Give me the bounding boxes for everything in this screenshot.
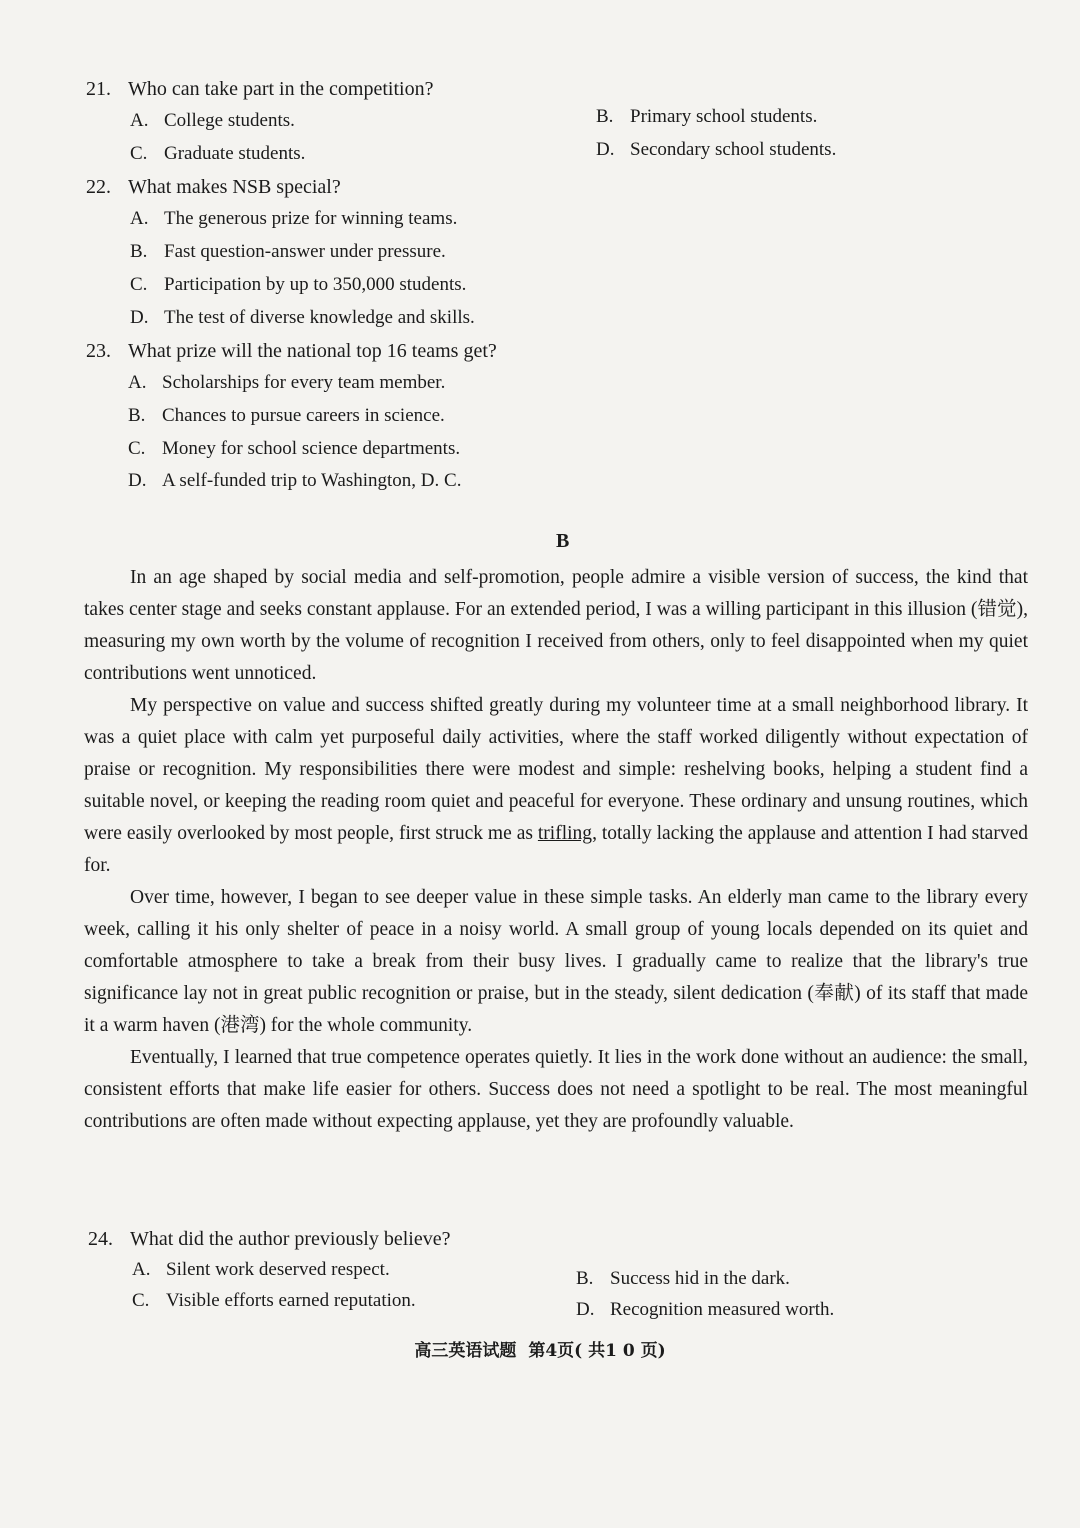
page-footer <box>0 1336 1080 1361</box>
question-24 <box>88 1226 450 1252</box>
question-number: 24. <box>88 1228 113 1250</box>
reading-passage <box>84 562 1028 1138</box>
option-23a: A. Scholarships for every team member. <box>128 372 446 393</box>
paragraph-4: Eventually, I learned that true competence operates quietly. It lies in the work done without an audience: the small, consistent efforts that make life easier for others. Success does not need a spotlight to be real. The most meaningful contributions are often made without expecting applause, yet they are profoundly valuable. <box>84 1047 1028 1132</box>
option-24d: D. Recognition measured worth. <box>576 1299 835 1320</box>
option-23d: D. A self-funded trip to Washington, D. C. <box>128 470 462 491</box>
question-text: Who can take part in the competition? <box>128 78 434 100</box>
option-22a: A. The generous prize for winning teams. <box>130 208 458 229</box>
question-23 <box>86 338 497 364</box>
paragraph-3: Over time, however, I began to see deeper value in these simple tasks. An elderly man came to the library every week, calling it his only shelter of peace in a noisy world. A small group of young locals depended on its quiet and comfortable atmosphere to take a break from their busy lives. I gradually came to realize that the library's true significance lay not in great public recognition or praise, but in the steady, silent dedication (奉献) of its staff that made it a warm haven (港湾) for the whole community. <box>84 887 1028 1036</box>
option-22d: D. The test of diverse knowledge and skills. <box>130 307 475 328</box>
question-number: 23. <box>86 340 111 362</box>
underlined-word: trifling <box>537 823 593 844</box>
option-21d: D. Secondary school students. <box>596 139 837 160</box>
question-number: 22. <box>86 176 111 198</box>
option-22c: C. Participation by up to 350,000 students. <box>130 274 467 295</box>
option-22b: B. Fast question-answer under pressure. <box>130 241 446 262</box>
section-label: B <box>556 530 570 552</box>
option-23c: C. Money for school science departments. <box>128 438 461 459</box>
paragraph-1: In an age shaped by social media and self-promotion, people admire a visible version of success, the kind that takes center stage and seeks constant applause. For an extended period, I was a willing participant in this illusion (错觉), measuring my own worth by the volume of recognition I received from others, only to feel disappointed when my quiet contributions went unnoticed. <box>84 567 1028 684</box>
question-number: 21. <box>86 78 111 100</box>
paragraph-2: My perspective on value and success shifted greatly during my volunteer time at a small neighborhood library. It was a quiet place with calm yet purposeful daily activities, where the staff worked diligently without expectation of praise or recognition. My responsibilities there were modest and simple: reshelving books, helping a student find a suitable novel, or keeping the reading room quiet and peaceful for everyone. These ordinary and unsung routines, which were easily overlooked by most people, first struck me as trifling, totally lacking the applause and attention I had starved for. <box>84 695 1028 876</box>
question-text: What makes NSB special? <box>128 176 341 198</box>
question-text: What prize will the national top 16 teams get? <box>128 340 497 362</box>
option-24a: A. Silent work deserved respect. <box>132 1259 390 1280</box>
footer-subject: 高三英语试题 <box>414 1341 517 1361</box>
option-23b: B. Chances to pursue careers in science. <box>128 405 445 426</box>
option-24b: B. Success hid in the dark. <box>576 1268 790 1289</box>
question-text: What did the author previously believe? <box>130 1228 451 1250</box>
option-21b: B. Primary school students. <box>596 106 818 127</box>
question-21 <box>86 76 433 102</box>
footer-page-number: 第4页( 共1 0 页) <box>528 1341 666 1361</box>
question-22 <box>86 174 341 200</box>
option-24c: C. Visible efforts earned reputation. <box>132 1290 416 1311</box>
option-21a: A. College students. <box>130 110 295 131</box>
option-21c: C. Graduate students. <box>130 143 306 164</box>
